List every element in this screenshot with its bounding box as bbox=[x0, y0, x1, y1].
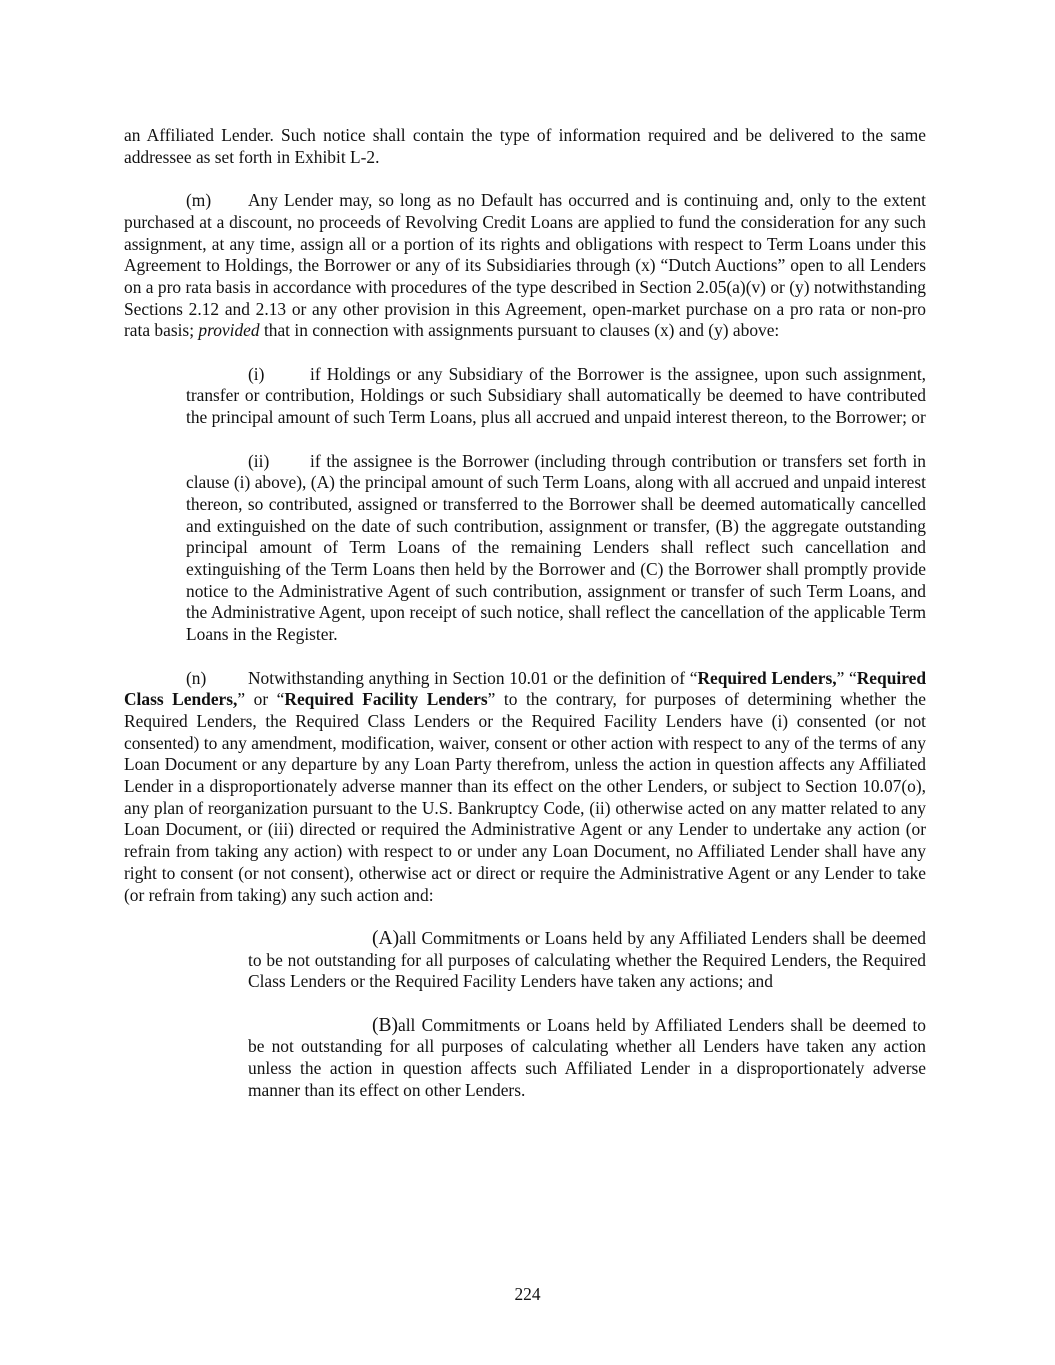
section-m-text: Any Lender may, so long as no Default has occurred and is continuing and, only to the extent purchased at a discount, no proceeds of Revolving Credit Loans are applied to fund the consideration for any such assignment, at any time, assign all or a portion of its rights and obligations with respect to Term Loans under this Agreement to Holdings, the Borrower or any of its Subsidiaries through (x) “Dutch Auctions” open to all Lenders on a pro rata basis in accordance with procedures of the type described in Section 2.05(a)(v) or (y) notwithstanding Sections 2.12 and 2.13 or any other provision in this Agreement, open-market purchase on a pro rata or non-pro rata basis; bbox=[124, 190, 926, 341]
intro-paragraph: an Affiliated Lender. Such notice shall contain the type of information required and be delivered to the same addressee as set forth in Exhibit L-2. bbox=[124, 125, 926, 167]
section-m-label: (m) bbox=[186, 190, 212, 211]
section-n-label: (n) bbox=[186, 667, 207, 688]
clause-A-label: (A) bbox=[372, 927, 400, 949]
clause-ii-paragraph bbox=[186, 451, 926, 646]
section-m-provided: provided bbox=[198, 320, 260, 341]
section-n-text-2: ” “ bbox=[836, 667, 857, 688]
term-required-lenders: Required Lenders, bbox=[697, 667, 837, 688]
term-required-class-lenders: Required Class Lenders, bbox=[124, 667, 926, 710]
section-m-paragraph bbox=[124, 190, 926, 342]
clause-A-text: all Commitments or Loans held by any Affiliated Lenders shall be deemed to be not outstanding for all purposes of calculating whether the Required Lenders, the Required Class Lenders or the Required Facility Lenders have taken any actions; and bbox=[248, 927, 926, 992]
clause-i-text: if Holdings or any Subsidiary of the Borrower is the assignee, upon such assignment, transfer or contribution, Holdings or such Subsidiary shall automatically be deemed to have contributed the principal amount of such Term Loans, plus all accrued and unpaid interest thereon, to the Borrower; or bbox=[186, 363, 926, 428]
clause-ii-label: (ii) bbox=[248, 450, 270, 471]
clause-A-paragraph bbox=[248, 928, 926, 993]
clause-ii-text: if the assignee is the Borrower (including through contribution or transfers set forth in clause (i) above), (A) the principal amount of such Term Loans, along with all accrued and unpaid interest thereon, so contributed, assigned or transferred to the Borrower shall be deemed automatically cancelled and extinguished on the date of such contribution, assignment or transfer, (B) the aggregate outstanding principal amount of Term Loans of the remaining Lenders shall reflect such cancellation and extinguishing of the Term Loans then held by the Borrower and (C) the Borrower shall promptly provide notice to the Administrative Agent of such contribution, assignment or transfer of such Term Loans, and the Administrative Agent, upon receipt of such notice, shall reflect the cancellation of the applicable Term Loans in the Register. bbox=[186, 450, 926, 645]
clause-B-label: (B) bbox=[372, 1014, 398, 1036]
section-n-text-3: ” or “ bbox=[237, 689, 285, 710]
document-page bbox=[124, 125, 926, 1102]
section-n-paragraph bbox=[124, 668, 926, 907]
clause-B-paragraph bbox=[248, 1015, 926, 1102]
section-n-text-4: ” to the contrary, for purposes of determining whether the Required Lenders, the Required Class Lenders or the Required Facility Lenders have (i) consented (or not consented) to any amendment, modification, waiver, consent or other action with respect to any of the terms of any Loan Document or any departure by any Loan Party therefrom, unless the action in question affects any Affiliated Lender in a disproportionately adverse manner than its effect on the other Lenders, or subject to Section 10.07(o), any plan of reorganization pursuant to the U.S. Bankruptcy Code, (ii) otherwise acted on any matter related to any Loan Document, or (iii) directed or required the Administrative Agent or any Lender to undertake any action (or refrain from taking any action) with respect to or under any Loan Document, no Affiliated Lender shall have any right to consent (or not consent), otherwise act or direct or require the Administrative Agent or any Lender to take (or refrain from taking) any such action and: bbox=[124, 689, 927, 905]
clause-i-label: (i) bbox=[248, 363, 265, 384]
section-m-text-end: that in connection with assignments pursuant to clauses (x) and (y) above: bbox=[263, 320, 780, 341]
section-n-text-1: Notwithstanding anything in Section 10.01 or the definition of “ bbox=[248, 667, 698, 688]
term-required-facility-lenders: Required Facility Lenders bbox=[284, 689, 488, 710]
clause-i-paragraph bbox=[186, 364, 926, 429]
page-number: 224 bbox=[514, 1284, 541, 1304]
clause-B-text: all Commitments or Loans held by Affiliated Lenders shall be deemed to be not outstanding for all purposes of calculating whether all Lenders have taken any action unless the action in question affects such Affiliated Lender in a disproportionately adverse manner than its effect on other Lenders. bbox=[248, 1014, 926, 1100]
